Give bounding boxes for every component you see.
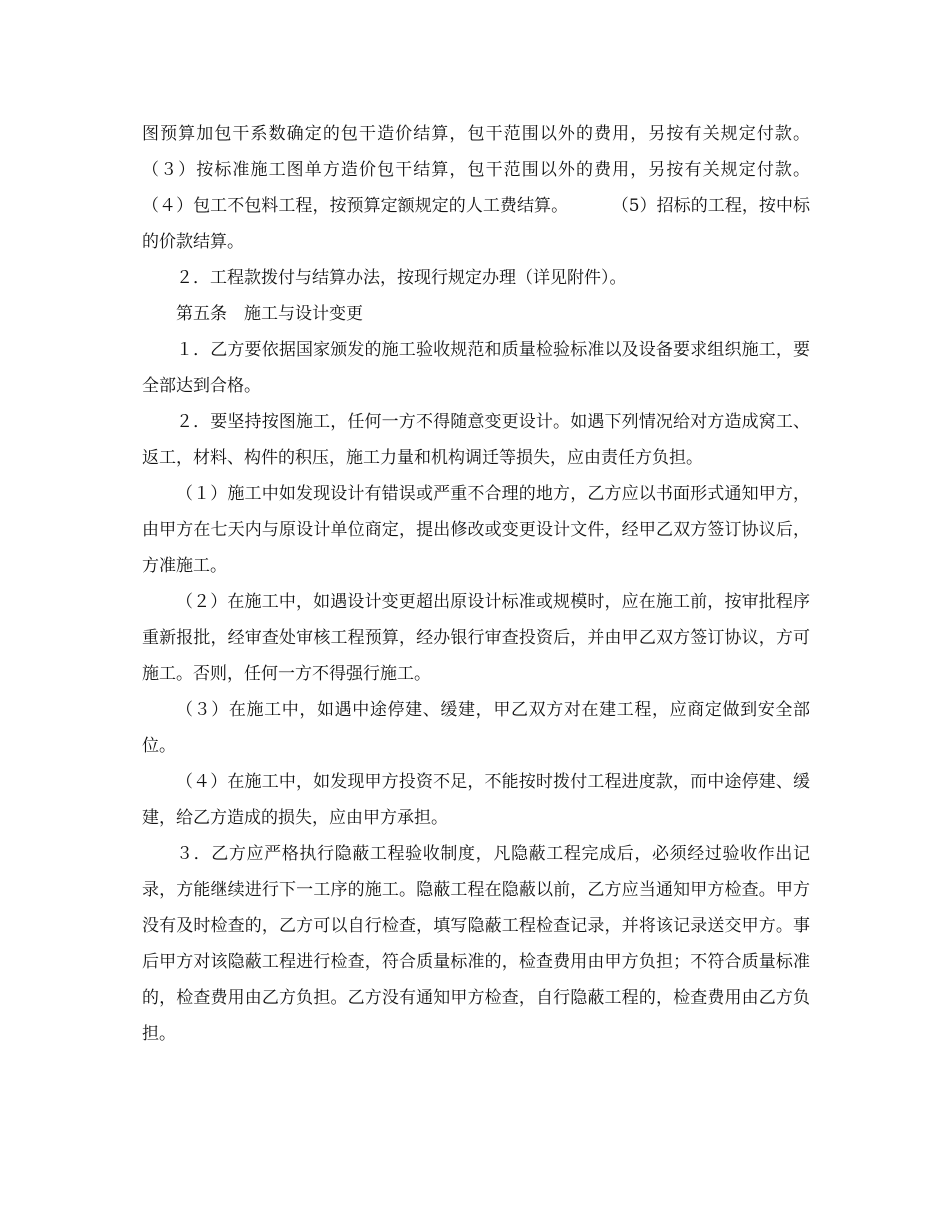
paragraph-design-error: （１）施工中如发现设计有错误或严重不合理的地方，乙方应以书面形式通知甲方，由甲方在七天内与原设计单位商定，提出修改或变更设计文件，经甲乙双方签订协议后，方准施工。 xyxy=(142,484,810,576)
document-body xyxy=(142,116,854,1052)
article-heading: 第五条 施工与设计变更 xyxy=(176,304,363,324)
paragraph-concealed-works: ３．乙方应严格执行隐蔽工程验收制度，凡隐蔽工程完成后，必须经过验收作出记录，方能继续进行下一工序的施工。隐蔽工程在隐蔽以前，乙方应当通知甲方检查。甲方没有及时检查的，乙方可以自行检查，填写隐蔽工程检查记录，并将该记录送交甲方。事后甲方对该隐蔽工程进行检查，符合质量标准的，检查费用由甲方负担；不符合质量标准的，检查费用由乙方负担。乙方没有通知甲方检查，自行隐蔽工程的，检查费用由乙方负担。 xyxy=(142,844,810,1044)
paragraph-insufficient-funding: （４）在施工中，如发现甲方投资不足，不能按时拨付工程进度款，而中途停建、缓建，给乙方造成的损失，应由甲方承担。 xyxy=(142,772,810,828)
paragraph-design-exceed: （２）在施工中，如遇设计变更超出原设计标准或规模时，应在施工前，按审批程序重新报批，经审查处审核工程预算，经办银行审查投资后，并由甲乙双方签订协议，方可施工。否则，任何一方不得强行施工。 xyxy=(142,592,810,684)
paragraph-suspension: （３）在施工中，如遇中途停建、缓建，甲乙双方对在建工程，应商定做到安全部位。 xyxy=(142,700,810,756)
paragraph-payment-rules: ２．工程款拨付与结算办法，按现行规定办理（详见附件）。 xyxy=(176,268,627,288)
paragraph-construction-standards: １．乙方要依据国家颁发的施工验收规范和质量检验标准以及设备要求组织施工，要全部达到合格。 xyxy=(142,340,810,396)
paragraph-settlement-methods: 图预算加包干系数确定的包干造价结算，包干范围以外的费用，另按有关规定付款。 （３）按标准施工图单方造价包干结算，包干范围以外的费用，另按有关规定付款。 （４）包工不包料工程，按预算定额规定的人工费结算。 （5）招标的工程，按中标的价款结算。 xyxy=(142,124,854,252)
paragraph-design-changes: ２．要坚持按图施工，任何一方不得随意变更设计。如遇下列情况给对方造成窝工、返工，材料、构件的积压，施工力量和机构调迁等损失，应由责任方负担。 xyxy=(142,412,810,468)
